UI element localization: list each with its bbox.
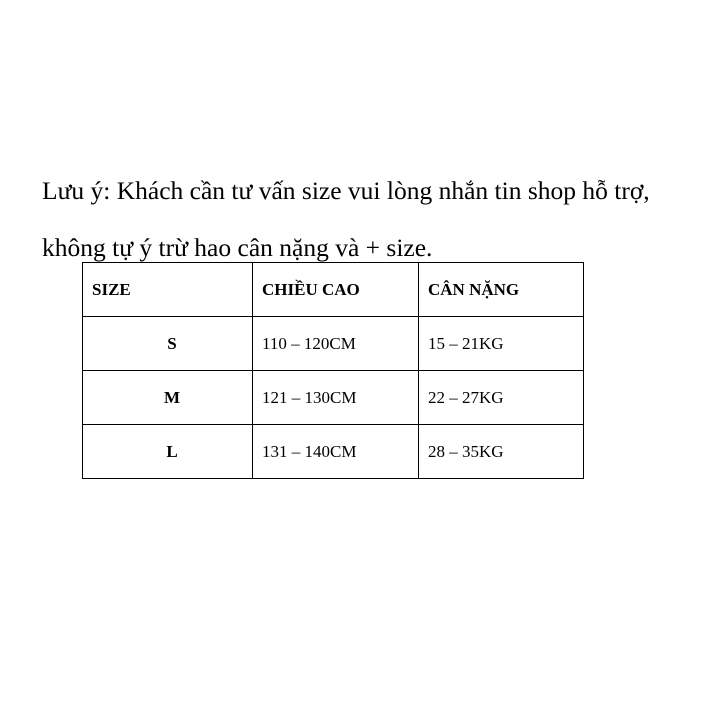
- header-size: SIZE: [83, 263, 253, 317]
- weight-cell: 15 – 21KG: [419, 317, 584, 371]
- table-row: [83, 371, 584, 425]
- note-text: [42, 162, 692, 276]
- size-chart-table: [82, 262, 584, 479]
- size-cell: L: [83, 425, 253, 479]
- table-row: [83, 317, 584, 371]
- height-cell: 110 – 120CM: [253, 317, 419, 371]
- weight-cell: 22 – 27KG: [419, 371, 584, 425]
- table-row: [83, 425, 584, 479]
- size-cell: M: [83, 371, 253, 425]
- note-line-2: không tự ý trừ hao cân nặng và + size.: [42, 233, 433, 262]
- height-cell: 131 – 140CM: [253, 425, 419, 479]
- table-header-row: [83, 263, 584, 317]
- note-line-1: Lưu ý: Khách cần tư vấn size vui lòng nhắn tin shop hỗ trợ,: [42, 176, 650, 205]
- header-weight: CÂN NẶNG: [419, 263, 584, 317]
- weight-cell: 28 – 35KG: [419, 425, 584, 479]
- height-cell: 121 – 130CM: [253, 371, 419, 425]
- header-height: CHIỀU CAO: [253, 263, 419, 317]
- size-cell: S: [83, 317, 253, 371]
